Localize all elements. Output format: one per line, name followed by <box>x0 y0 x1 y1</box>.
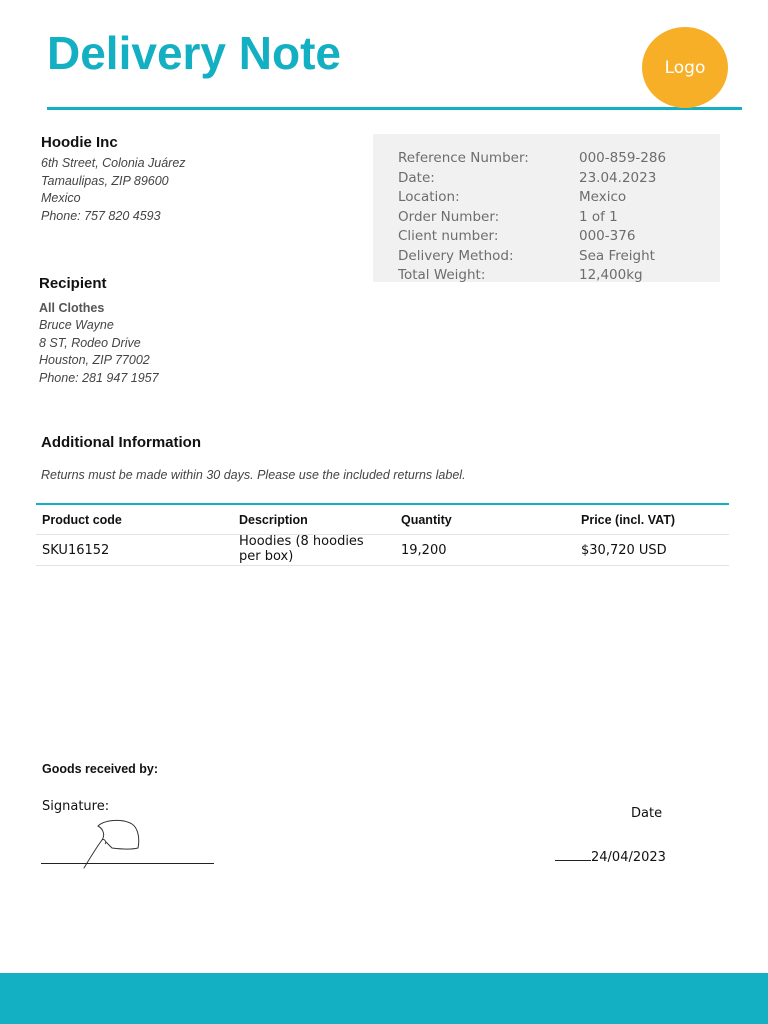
detail-label: Reference Number: <box>398 150 529 166</box>
additional-info-note: Returns must be made within 30 days. Please use the included returns label. <box>41 468 466 482</box>
cell-price: $30,720 USD <box>581 543 667 558</box>
sender-phone: Phone: 757 820 4593 <box>41 209 161 224</box>
recipient-block <box>39 274 159 388</box>
detail-value: 23.04.2023 <box>579 169 657 186</box>
additional-info-section <box>41 433 201 453</box>
page-title: Delivery Note <box>47 27 342 79</box>
received-date-value: 24/04/2023 <box>591 850 666 865</box>
recipient-address-line: Houston, ZIP 77002 <box>39 353 150 368</box>
detail-value: Mexico <box>579 189 627 205</box>
signature-label: Signature: <box>42 799 110 814</box>
detail-value: Sea Freight <box>579 247 655 264</box>
cell-product-code: SKU16152 <box>42 543 110 558</box>
column-header-price: Price (incl. VAT) <box>581 513 676 527</box>
sender-address-line: 6th Street, Colonia Juárez <box>41 156 186 170</box>
cell-quantity: 19,200 <box>401 543 447 558</box>
sender-address-line: Tamaulipas, ZIP 89600 <box>41 173 169 188</box>
recipient-phone: Phone: 281 947 1957 <box>39 371 159 386</box>
footer-band <box>0 973 768 1024</box>
column-header-description: Description <box>239 513 308 527</box>
date-label: Date <box>631 806 663 821</box>
handwritten-signature <box>80 816 146 870</box>
sender-address-line: Mexico <box>41 191 81 206</box>
column-header-product-code: Product code <box>42 513 122 527</box>
additional-info-heading: Additional Information <box>41 434 201 451</box>
column-header-quantity: Quantity <box>401 513 452 527</box>
detail-label: Total Weight: <box>398 267 486 283</box>
detail-value: 12,400kg <box>579 267 643 283</box>
date-underline <box>555 848 591 861</box>
detail-value: 000-859-286 <box>579 150 667 166</box>
received-date <box>555 848 666 865</box>
detail-label: Client number: <box>398 228 499 244</box>
delivery-details-panel <box>373 134 720 282</box>
cell-description: Hoodies (8 hoodies per box) <box>239 534 364 564</box>
table-row-divider <box>36 565 729 566</box>
recipient-heading: Recipient <box>39 275 107 292</box>
detail-label: Date: <box>398 169 435 186</box>
sender-name: Hoodie Inc <box>41 134 118 151</box>
detail-label: Location: <box>398 189 460 205</box>
company-logo: Logo <box>642 27 728 108</box>
detail-label: Order Number: <box>398 208 500 225</box>
recipient-company: All Clothes <box>39 301 105 315</box>
title-divider <box>47 107 742 110</box>
detail-value: 1 of 1 <box>579 208 618 225</box>
sender-block <box>41 133 186 226</box>
signature-line <box>41 863 214 864</box>
recipient-address-line: 8 ST, Rodeo Drive <box>39 335 141 350</box>
recipient-contact-name: Bruce Wayne <box>39 318 114 332</box>
table-top-rule <box>36 503 729 505</box>
table-header-divider <box>36 534 729 535</box>
detail-value: 000-376 <box>579 228 636 244</box>
goods-received-heading: Goods received by: <box>42 762 159 776</box>
detail-label: Delivery Method: <box>398 247 514 264</box>
